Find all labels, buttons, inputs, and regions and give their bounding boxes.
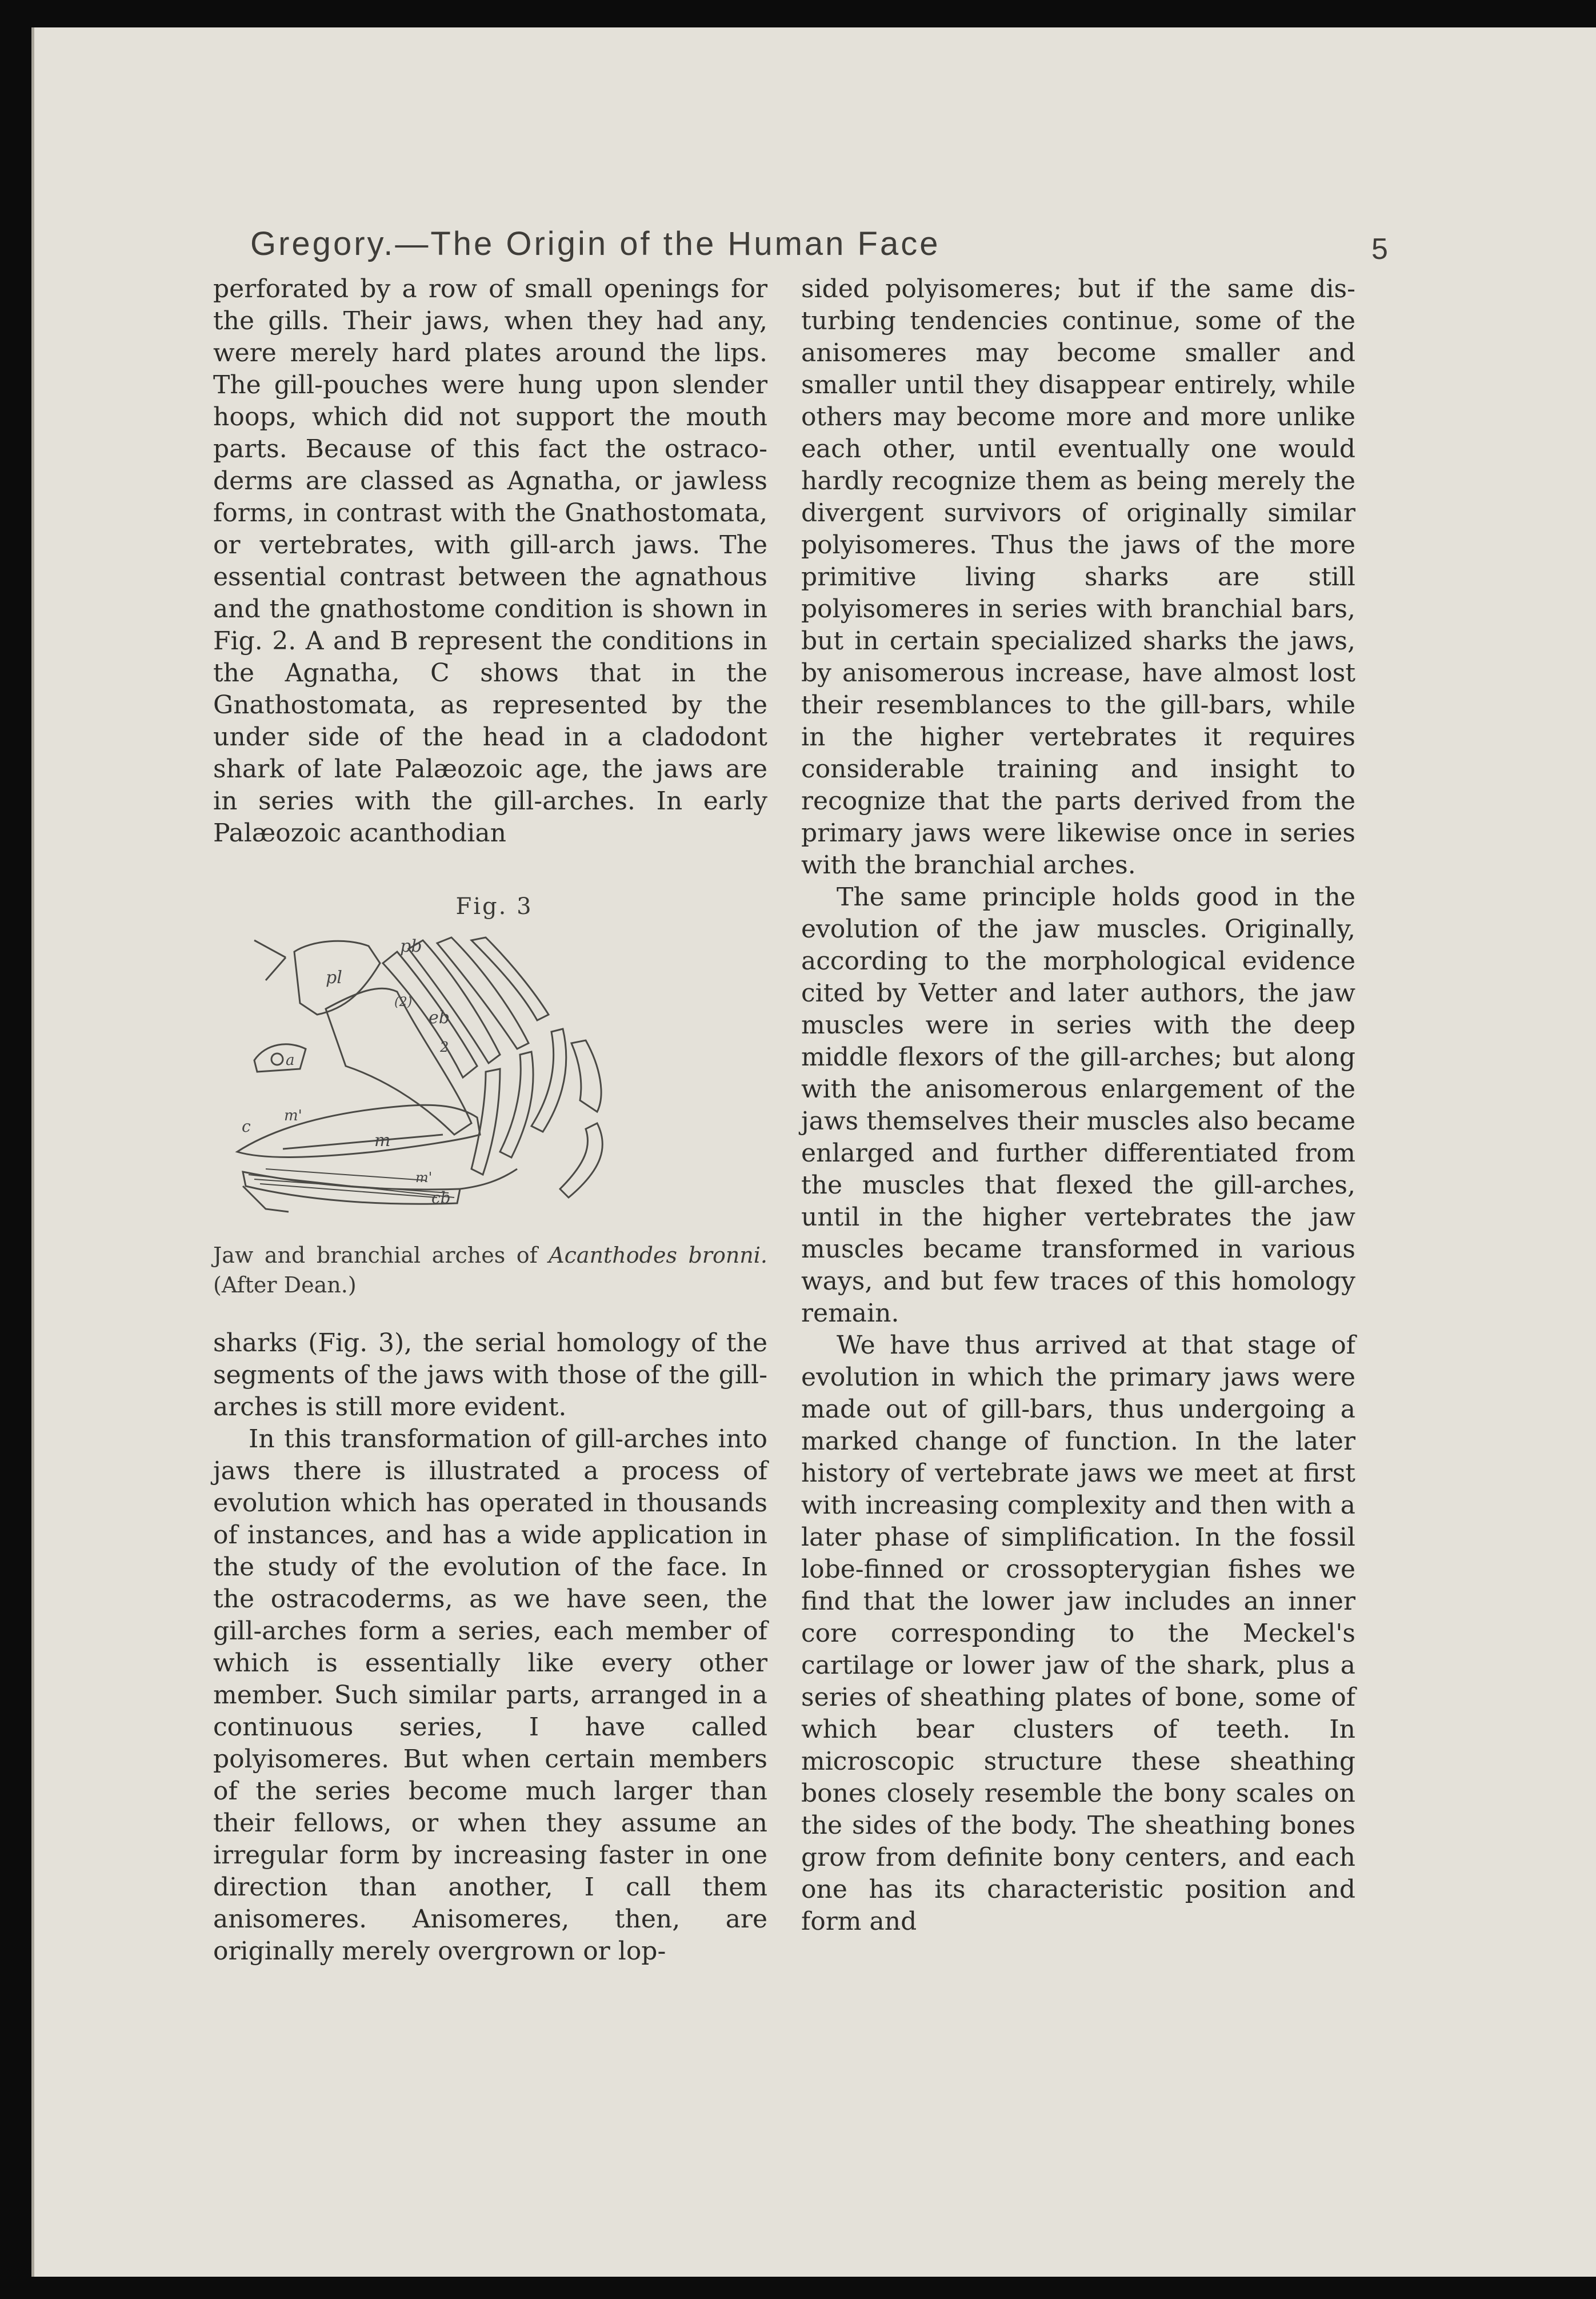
right-column: [801, 273, 1355, 1938]
left-column-top: [213, 273, 767, 849]
label-cb: cb: [431, 1188, 451, 1207]
label-pl: pl: [326, 968, 342, 988]
figure-3-jaw-arches-drawing: [231, 929, 763, 1226]
label-2: 2: [440, 1039, 449, 1055]
left-column-bottom: [213, 1327, 767, 1967]
paragraph: perforated by a row of small openings for the gills. Their jaws, when they had any, were merely hard plates around the lips. The gill-pouches were hung upon slender hoops, which did not support the mouth parts. Because of this fact the ostracoderms are classed as Agnatha, or jawless forms, in contrast with the Gnathostomata, or vertebrates, with gill-arch jaws. The essential contrast between the agnathous and the gnathostome condition is shown in Fig. 2. A and B represent the conditions in the Agnatha, C shows that in the Gnathostomata, as represented by the under side of the head in a cladodont shark of late Palæozoic age, the jaws are in series with the gill-arches. In early Palæozoic acanthodian: [213, 274, 767, 848]
figure-caption: [213, 1240, 767, 1300]
caption-suffix: (After Dean.): [213, 1272, 357, 1298]
label-m: m: [374, 1131, 391, 1151]
paragraph: The same principle holds good in the evolution of the jaw muscles. Originally, according to the morphological evidence cited by Vetter and later authors, the jaw muscles were in series with the deep middle flexors of the gill-arches; but along with the anisomerous enlargement of the jaws themselves their muscles also became enlarged and further differentiated from the muscles that flexed the gill-arches, until in the higher vertebrates the jaw muscles became transformed in various ways, and but few traces of this homology remain.: [801, 883, 1355, 1328]
label-a: a: [286, 1052, 295, 1069]
label-pb: pb: [400, 936, 422, 956]
paragraph: We have thus arrived at that stage of evolution in which the primary jaws were made out of gill-bars, thus undergoing a marked change of function. In the later history of vertebrate jaws we meet at first with increasing complexity and then with a later phase of simplification. In the fossil lobe-finned or crossopterygian fishes we find that the lower jaw includes an inner core corresponding to the Meckel's cartilage or lower jaw of the shark, plus a series of sheathing plates of bone, some of which bear clusters of teeth. In microscopic structure these sheathing bones closely resemble the bony scales on the sides of the body. The sheathing bones grow from definite bony centers, and each one has its characteristic position and form and: [801, 1331, 1355, 1936]
label-c: c: [242, 1117, 251, 1136]
paragraph: sharks (Fig. 3), the serial homology of the segments of the jaws with those of the gill-arches is still more evident.: [213, 1328, 767, 1422]
label-m-prime-bottom: m': [415, 1170, 433, 1186]
label-2-circled: (2): [394, 995, 413, 1009]
figure-label: Fig. 3: [455, 893, 533, 920]
caption-species: Acanthodes bronni.: [549, 1243, 768, 1268]
label-eb: eb: [429, 1008, 450, 1028]
paragraph: sided polyisomeres; but if the same disturbing tendencies continue, some of the anisomeres may become smaller and smaller until they disappear entirely, while others may become more and more unlike each other, until eventually one would hardly recognize them as being merely the divergent survivors of originally similar polyisomeres. Thus the jaws of the more primitive living sharks are still polyisomeres in series with branchial bars, but in certain specialized sharks the jaws, by anisomerous increase, have almost lost their resemblances to the gill-bars, while in the higher vertebrates it requires considerable training and insight to recognize that the parts derived from the primary jaws were likewise once in series with the branchial arches.: [801, 274, 1355, 880]
paragraph: In this transformation of gill-arches into jaws there is illustrated a process of evolution which has operated in thousands of instances, and has a wide application in the study of the evolution of the face. In the ostracoderms, as we have seen, the gill-arches form a series, each member of which is essentially like every other member. Such similar parts, arranged in a continuous series, I have called polyisomeres. But when certain members of the series become much larger than their fellows, or when they assume an irregular form by increasing faster in one direction than another, I call them anisomeres. Anisomeres, then, are originally merely overgrown or lop-: [213, 1424, 767, 1966]
caption-prefix: Jaw and branchial arches of: [213, 1243, 549, 1268]
running-title: Gregory.—The Origin of the Human Face: [250, 225, 941, 262]
label-m-prime-top: m': [284, 1107, 302, 1124]
page-number: 5: [1371, 233, 1388, 266]
